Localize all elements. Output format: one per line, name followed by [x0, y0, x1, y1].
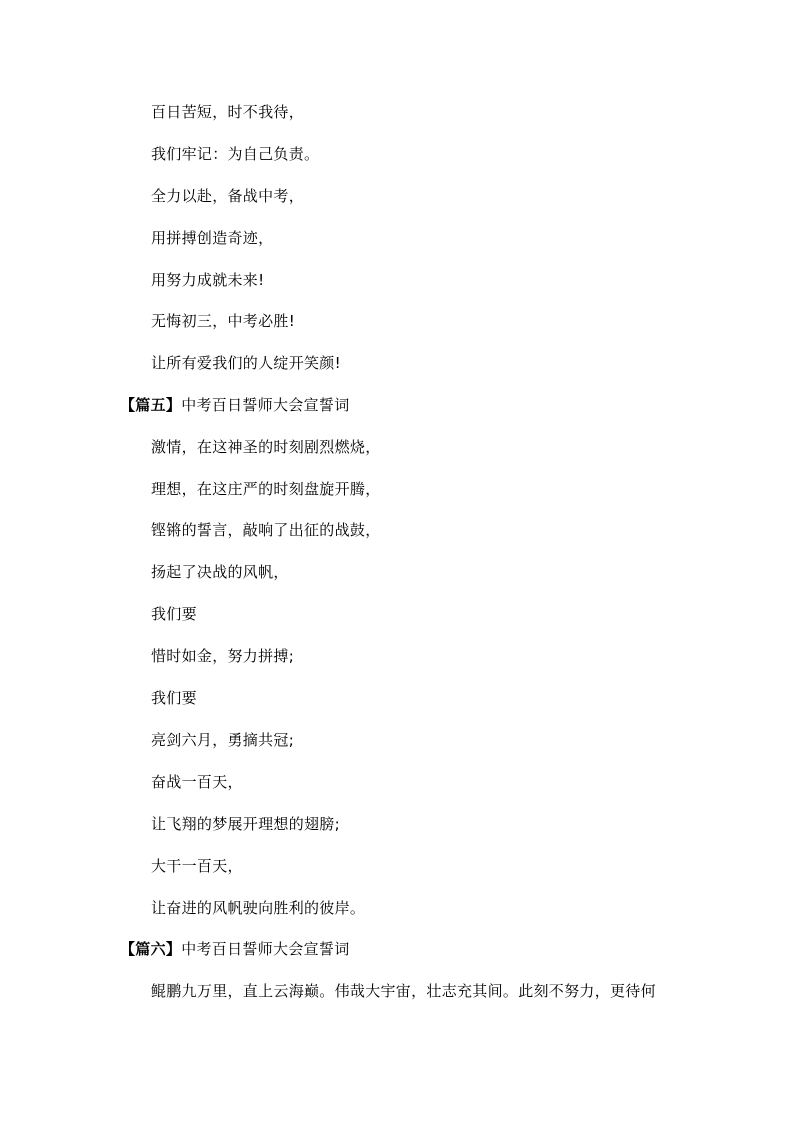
text-line: 用努力成就未来! [151, 271, 265, 289]
text-line: 理想，在这庄严的时刻盘旋开腾， [151, 480, 381, 498]
section-marker: 【篇五】 [120, 396, 182, 414]
text-line: 全力以赴，备战中考， [151, 187, 305, 205]
section-title: 中考百日誓师大会宣誓词 [181, 940, 350, 958]
section-title: 中考百日誓师大会宣誓词 [181, 396, 350, 414]
text-line: 让所有爱我们的人绽开笑颜! [151, 354, 341, 372]
text-line: 奋战一百天， [151, 773, 243, 791]
text-line: 大干一百天， [151, 857, 243, 875]
text-line: 鲲鹏九万里，直上云海巅。伟哉大宇宙，壮志充其间。此刻不努力，更待何 [151, 982, 656, 1000]
text-line: 让飞翔的梦展开理想的翅膀; [151, 815, 340, 833]
text-line: 无悔初三，中考必胜! [151, 312, 296, 330]
text-line: 激情，在这神圣的时刻剧烈燃烧， [151, 438, 381, 456]
text-line: 扬起了决战的风帆， [151, 563, 289, 581]
section-heading [120, 939, 350, 959]
text-line: 惜时如金，努力拼搏; [151, 647, 295, 665]
text-line: 亮剑六月，勇摘共冠; [151, 731, 295, 749]
section-heading [120, 395, 350, 415]
text-line: 百日苦短，时不我待， [151, 103, 305, 121]
text-line: 让奋进的风帆驶向胜利的彼岸。 [151, 899, 366, 917]
text-line: 我们要 [151, 689, 197, 707]
text-line: 我们要 [151, 605, 197, 623]
text-line: 用拼搏创造奇迹， [151, 229, 274, 247]
text-line: 铿锵的誓言，敲响了出征的战鼓， [151, 521, 381, 539]
section-marker: 【篇六】 [120, 940, 182, 958]
text-line: 我们牢记：为自己负责。 [151, 145, 320, 163]
